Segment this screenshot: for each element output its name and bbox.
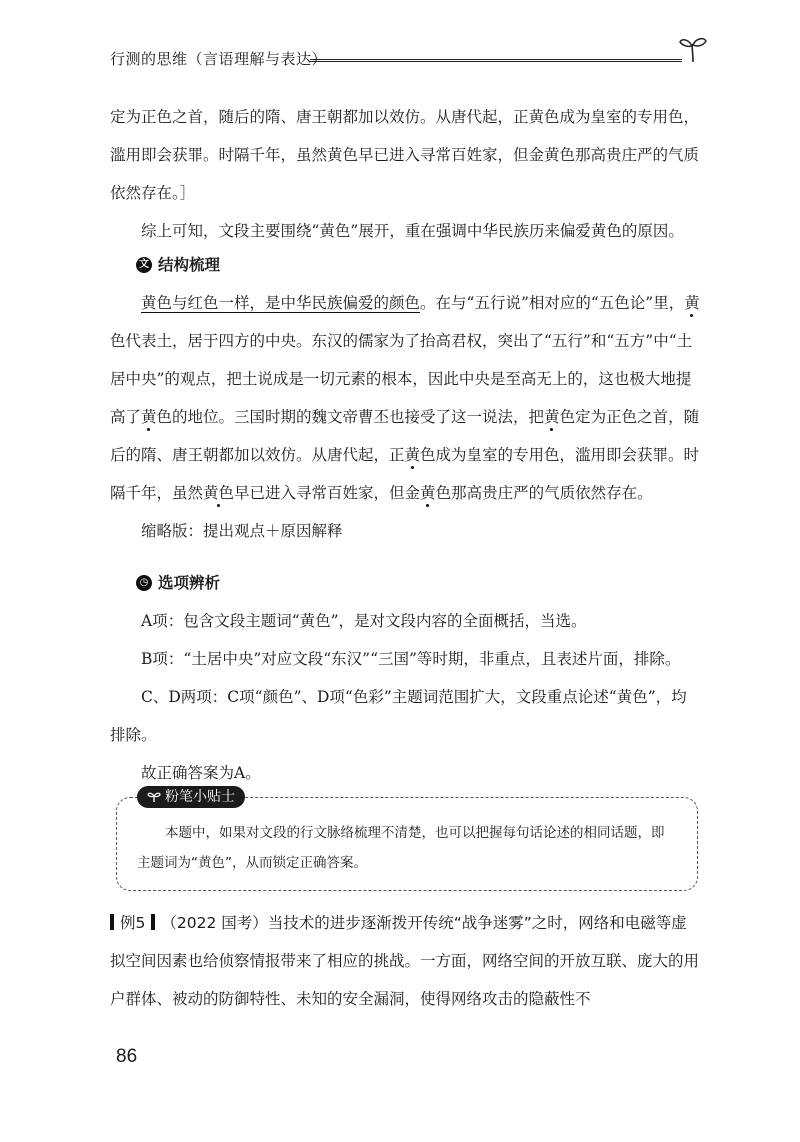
keyword-dot: 黄: [404, 446, 421, 464]
options-section: [110, 564, 700, 792]
example-bar-left: [110, 914, 114, 930]
options-heading-label: 选项辨析: [158, 574, 221, 592]
tip-text: 本题中，如果对文段的行文脉络梳理不清楚，也可以把握每句话论述的相同话题，即主题词为“黄色”，从而锁定正确答案。: [137, 825, 665, 871]
summary-line: 缩略版：提出观点＋原因解释: [141, 522, 343, 540]
tip-box: [116, 789, 698, 891]
keyword-dot: 黄: [141, 408, 157, 426]
running-header: [110, 44, 710, 74]
text-segment: 色的地位。三国时期的魏文帝曹丕也接受了这一说法，把: [156, 408, 545, 426]
intro-section: [110, 98, 700, 250]
intro-paragraph-1: 定为正色之首，随后的隋、唐王朝都加以效仿。从唐代起，正黄色成为皇室的专用色，滥用即会获罪。时隔千年，虽然黄色早已进入寻常百姓家，但金黄色那高贵庄严的气质依然存在。］: [110, 108, 700, 202]
text-segment: 色成为皇室的专用色，滥用即会获罪。时隔千年，虽然: [110, 446, 700, 502]
topic-sentence: 黄色与红色一样，是中华民族偏爱的颜色: [141, 294, 421, 312]
intro-paragraph-2: 综上可知，文段主要围绕“黄色”展开，重在强调中华民族历来偏爱黄色的原因。: [141, 222, 684, 240]
book-title: 行测的思维（言语理解与表达）: [110, 50, 328, 68]
text-segment: 色代表土，居于四方的中央。东汉的儒家为了抬高君权，突出了“五行”和“五方”中“土居中央”的观点，把土说成是一切元素的根本，因此中央是至高无上的，这也极大地提高了: [110, 332, 693, 426]
example-bar-right: [151, 914, 155, 930]
structure-heading-label: 结构梳理: [158, 256, 221, 274]
tip-label: 粉笔小贴士: [165, 789, 235, 805]
answer-line: 故正确答案为A。: [141, 764, 261, 782]
keyword-dot: 黄色: [203, 484, 235, 502]
option-cd: C、D两项：C项“颜色”、D项“色彩”主题词范围扩大，文段重点论述“黄色”，均排除。: [110, 688, 687, 744]
structure-paragraph: [110, 284, 700, 512]
tip-tag: [137, 786, 245, 808]
book-icon: 文: [136, 257, 152, 273]
example-5: [110, 904, 700, 1018]
keyword-dot: 黄: [420, 484, 436, 502]
clock-icon: ◷: [136, 575, 152, 591]
option-a: A项：包含文段主题词“黄色”，是对文段内容的全面概括，当选。: [141, 612, 587, 630]
structure-heading: [110, 246, 700, 284]
header-rule: [310, 59, 682, 62]
option-b: B项：“土居中央”对应文段“东汉”“三国”等时期，非重点，且表述片面，排除。: [141, 650, 681, 668]
example-text: （2022 国考）当技术的进步逐渐拨开传统“战争迷雾”之时，网络和电磁等虚拟空间因素也给侦察情报带来了相应的挑战。一方面，网络空间的开放互联、庞大的用户群体、被动的防御特性、未知的安全漏洞，使得网络攻击的隐蔽性不: [110, 914, 700, 1008]
text-segment: 。在与“五行说”相对应的“五色论”里，: [420, 294, 685, 312]
leaf-icon: [147, 791, 161, 803]
sprout-icon: [678, 36, 708, 64]
page-number: 86: [116, 1046, 138, 1067]
options-heading: [110, 564, 700, 602]
text-segment: 色定为正色之首，随后的隋、唐王朝都加以效仿。从唐代起，正: [110, 408, 700, 464]
structure-section: [110, 246, 700, 550]
text-segment: 早已进入寻常百姓家，但金: [234, 484, 421, 502]
text-segment: 色那高贵庄严的气质依然存在。: [435, 484, 653, 502]
keyword-dot: 黄: [544, 408, 560, 426]
keyword-dot: 黄: [684, 294, 700, 312]
example-label: 例5: [120, 914, 146, 932]
